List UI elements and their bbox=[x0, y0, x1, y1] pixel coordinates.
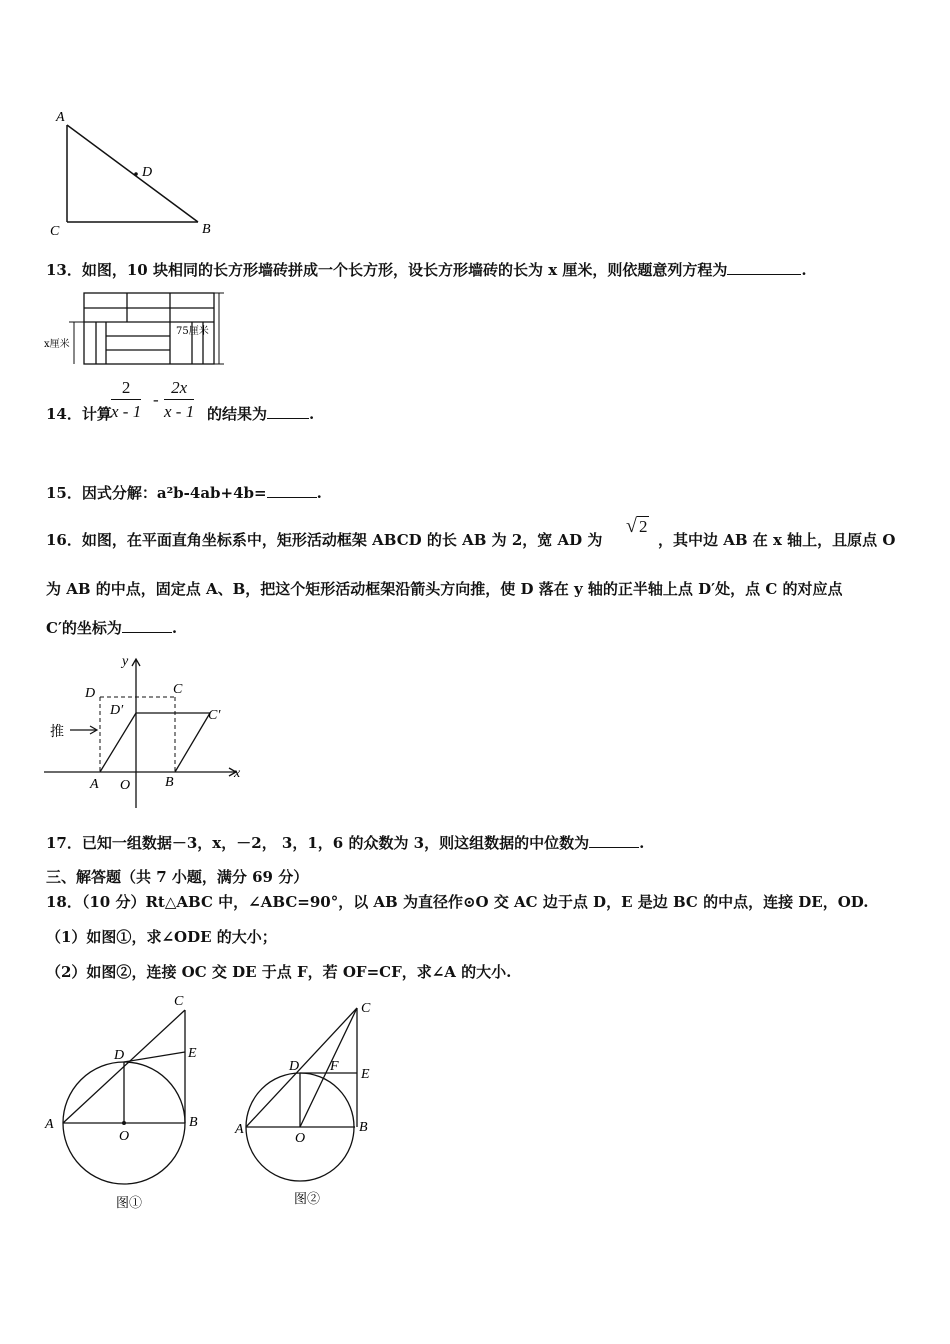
q18-part1: （1）如图①，求∠ODE 的大小； bbox=[46, 928, 277, 946]
caption-fig-1: 图① bbox=[116, 1196, 143, 1211]
q14-fraction-1 bbox=[111, 378, 141, 422]
q16-sqrt-val: 2 bbox=[638, 517, 648, 536]
q17-end: . bbox=[639, 834, 645, 852]
label-75-cm: 75厘米 bbox=[176, 326, 209, 337]
label-D: D bbox=[114, 1048, 125, 1063]
q13-answer-blank[interactable] bbox=[727, 260, 801, 275]
label-A: A bbox=[90, 777, 99, 792]
label-C: C bbox=[174, 994, 184, 1009]
q13-end: . bbox=[801, 261, 807, 279]
q14-answer-blank[interactable] bbox=[267, 404, 309, 419]
label-C: C bbox=[50, 224, 60, 239]
label-D-prime: D′ bbox=[110, 703, 124, 718]
label-F: F bbox=[330, 1059, 339, 1074]
label-E: E bbox=[361, 1067, 370, 1082]
label-D: D bbox=[85, 686, 96, 701]
label-O: O bbox=[120, 778, 131, 793]
label-D: D bbox=[289, 1059, 300, 1074]
label-E: E bbox=[188, 1046, 197, 1061]
q18-text: 18．（10 分）Rt△ABC 中，∠ABC=90°，以 AB 为直径作⊙O 交 AC 边于点 D，E 是边 BC 的中点，连接 DE，OD. bbox=[46, 893, 869, 911]
q16-line1b: ，其中边 AB 在 x 轴上，且原点 O bbox=[658, 531, 896, 549]
q16-end: . bbox=[171, 619, 178, 637]
q14-f1-num: 2 bbox=[111, 378, 141, 400]
q14-prefix: 14．计算 bbox=[46, 405, 112, 423]
q14-fraction-2 bbox=[164, 378, 194, 422]
label-O: O bbox=[119, 1129, 130, 1144]
q14-minus: - bbox=[153, 390, 159, 409]
q15-text bbox=[46, 483, 322, 503]
brick-figure bbox=[44, 290, 234, 370]
q16-answer-blank[interactable] bbox=[122, 618, 172, 633]
q16-line3-text: C′的坐标为 bbox=[46, 619, 122, 637]
label-y: y bbox=[122, 654, 129, 669]
label-push: 推 bbox=[50, 724, 64, 740]
q14-suffix-text: 的结果为 bbox=[207, 405, 268, 423]
label-D: D bbox=[142, 165, 153, 180]
q17-text bbox=[46, 833, 644, 853]
coordinate-figure bbox=[40, 650, 255, 810]
q16-sqrt2: √ 2 bbox=[626, 515, 648, 537]
label-B: B bbox=[189, 1115, 198, 1130]
circle-figure-1 bbox=[42, 990, 217, 1215]
label-B: B bbox=[165, 775, 174, 790]
label-C: C bbox=[173, 682, 183, 697]
label-C: C bbox=[361, 1001, 371, 1016]
q14-f1-den: x - 1 bbox=[111, 402, 142, 421]
label-O: O bbox=[295, 1131, 306, 1146]
q15-answer-blank[interactable] bbox=[267, 483, 317, 498]
q14-f2-den: x - 1 bbox=[164, 402, 195, 421]
circle-figure-2 bbox=[235, 990, 395, 1215]
q15-stem: 15．因式分解：a²b-4ab+4b= bbox=[46, 484, 267, 502]
q17-answer-blank[interactable] bbox=[589, 833, 639, 848]
label-B: B bbox=[202, 222, 211, 237]
q14-end: . bbox=[309, 405, 315, 423]
q18-part2: （2）如图②，连接 OC 交 DE 于点 F，若 OF=CF，求∠A 的大小. bbox=[46, 963, 512, 981]
caption-fig-2: 图② bbox=[294, 1192, 321, 1207]
label-A: A bbox=[56, 110, 65, 125]
q16-line1: 16．如图，在平面直角坐标系中，矩形活动框架 ABCD 的长 AB 为 2，宽 AD 为 bbox=[46, 531, 603, 549]
label-C-prime: C′ bbox=[208, 708, 221, 723]
q13-stem: 13．如图，10 块相同的长方形墙砖拼成一个长方形，设长方形墙砖的长为 x 厘米，则依题意列方程为 bbox=[46, 261, 728, 279]
label-A: A bbox=[45, 1117, 54, 1132]
q14-suffix bbox=[207, 404, 314, 424]
label-B: B bbox=[359, 1120, 368, 1135]
triangle-figure bbox=[40, 105, 230, 240]
section-3-heading: 三、解答题（共 7 小题，满分 69 分） bbox=[46, 868, 309, 886]
q16-line2: 为 AB 的中点，固定点 A、B，把这个矩形活动框架沿箭头方向推，使 D 落在 y 轴的正半轴上点 D′处，点 C 的对应点 bbox=[46, 580, 843, 598]
q14-f2-num: 2x bbox=[164, 378, 194, 400]
q15-end: . bbox=[316, 484, 322, 502]
q17-stem: 17．已知一组数据－3，x，－2， 3，1，6 的众数为 3，则这组数据的中位数为 bbox=[46, 834, 590, 852]
label-x: x bbox=[234, 766, 241, 781]
q13-text bbox=[46, 260, 807, 280]
label-A: A bbox=[235, 1122, 244, 1137]
label-x-cm: x厘米 bbox=[44, 339, 70, 350]
q16-line3 bbox=[46, 618, 177, 638]
